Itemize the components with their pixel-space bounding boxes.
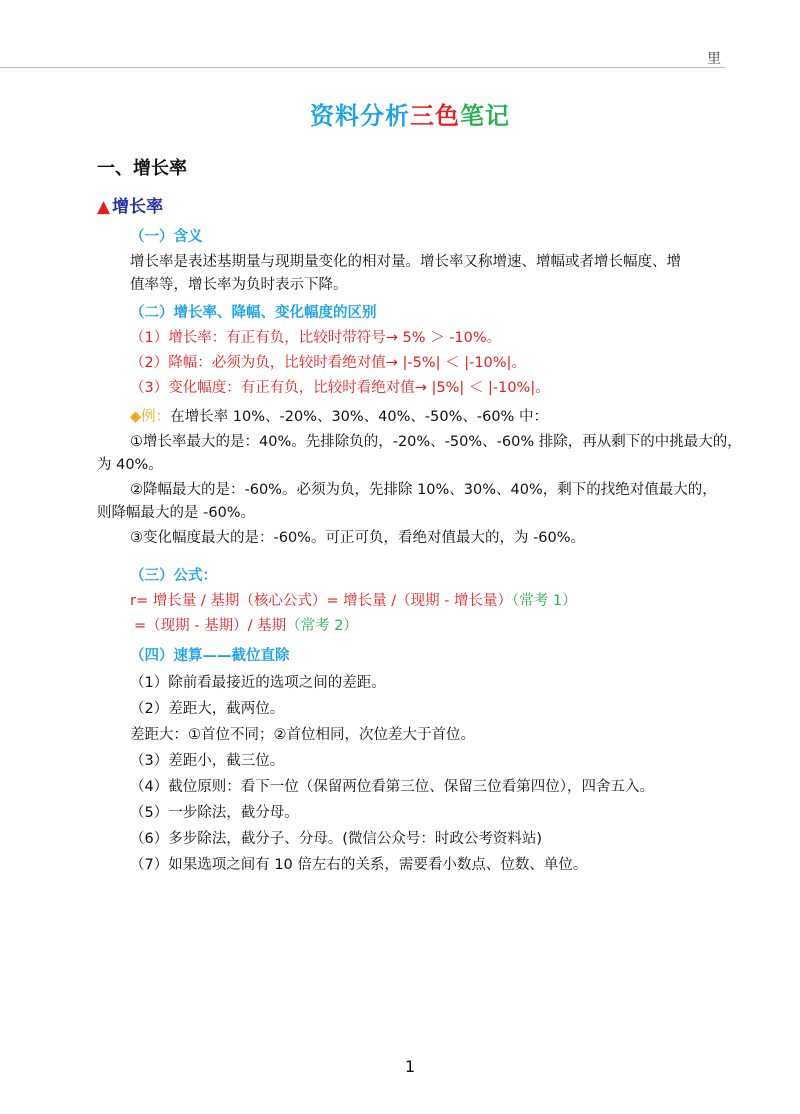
difference-block [97,302,742,550]
answer-1-line-2: 为 40%。 [97,457,163,473]
page-number: 1 [404,1057,416,1076]
difference-item-2: （2）降幅：必须为负，比较时看绝对值→ |-5%| ＜ |-10%|。 [130,355,526,371]
title-part-3: 笔记 [460,102,510,130]
quick-calc-item: （7）如果选项之间有 10 倍左右的关系，需要看小数点、位数、单位。 [130,857,588,873]
definition-block [130,226,730,297]
example-label: ◆例： [130,409,171,425]
formula-1: r= 增长量 / 基期（核心公式）= 增长量 /（现期 - 增长量） [130,593,513,609]
quick-calc-item: （6）多步除法，截分子、分母。(微信公众号：时政公考资料站) [130,831,543,847]
example-text: 在增长率 10%、-20%、30%、40%、-50%、-60% 中： [170,409,548,425]
difference-item-3: （3）变化幅度：有正有负，比较时看绝对值→ |5%| ＜ |-10%|。 [130,380,550,396]
sub-heading [97,192,163,217]
answer-1-line-1: ①增长率最大的是：40%。先排除负的，-20%、-50%、-60% 排除，再从剩下的中挑最大的， [130,434,742,450]
definition-heading: （一）含义 [130,229,203,245]
formula-2: =（现期 - 基期）/ 基期 [134,618,287,634]
definition-line-1: 增长率是表述基期量与现期量变化的相对量。增长率又称增速、增幅或者增长幅度、增 [130,254,681,270]
quick-calc-item: 差距大：①首位不同；②首位相同，次位差大于首位。 [130,727,475,743]
answer-2-line-1: ②降幅最大的是：-60%。必须为负，先排除 10%、30%、40%，剩下的找绝对值最大的， [130,482,717,498]
triangle-icon: ▲ [97,197,111,217]
header-mark: 里 [707,51,721,67]
answer-3: ③变化幅度最大的是：-60%。可正可负，看绝对值最大的，为 -60%。 [130,530,586,546]
formula-2-note: （常考 2） [286,618,358,634]
quick-calc-item: （1）除前看最接近的选项之间的差距。 [130,675,386,691]
quick-calc-item: （4）截位原则：看下一位（保留两位看第三位、保留三位看第四位），四舍五入。 [130,779,654,795]
quick-calc-item: （2）差距大，截两位。 [130,701,285,717]
quick-calc-item: （5）一步除法，截分母。 [130,805,299,821]
difference-heading: （二）增长率、降幅、变化幅度的区别 [130,305,377,321]
title-part-1: 资料分析 [310,102,410,130]
difference-item-1: （1）增长率：有正有负，比较时带符号→ 5% ＞ -10%。 [130,330,502,346]
formula-line-1 [130,590,730,613]
title-part-2: 三色 [410,102,460,130]
example-line [130,406,730,429]
definition-line-2: 值率等，增长率为负时表示下降。 [130,277,348,293]
formula-line-2 [130,615,730,638]
sub-heading-label: 增长率 [112,197,164,217]
formula-block [130,565,730,638]
header-rule [0,67,725,68]
section-heading: 一、增长率 [97,158,187,179]
page-title [0,96,800,131]
formula-1-note: （常考 1） [512,593,577,609]
formula-heading: （三）公式： [130,568,217,584]
quick-calc-block [130,645,730,877]
quick-calc-item: （3）差距小，截三位。 [130,753,285,769]
quick-calc-heading: （四）速算——截位直除 [130,648,290,664]
answer-2-line-2: 则降幅最大的是 -60%。 [97,505,256,521]
